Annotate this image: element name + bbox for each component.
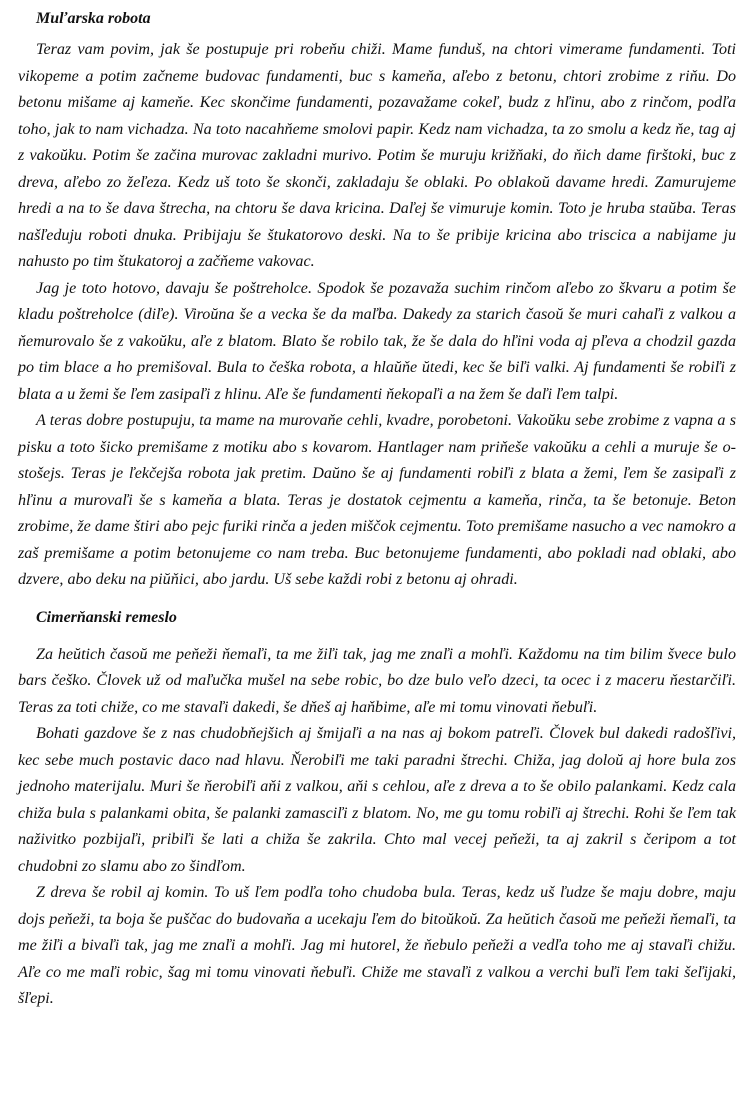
section-title-masonry: Muľarska robota [36,10,151,27]
section-title-carpentry: Cimerňanski remeslo [36,608,177,626]
paragraph: A teras dobre postupuju, ta mame na murovaňe cehli, kvadre, porobetoni. Vakoŭku sebe zrobime z vapna a s pisku a toto šicko premišame z motiku abo s kovarom. Hantlager nam priňeše vakoŭku a cehli a muruje še o-stošejs. Teras je ľekčejša robota jak pretim. Daŭno še aj fundamenti robiľi z blata a žemi, ľem še zasipaľi z hľinu a murovaľi še s kameňa a blata. Teras je dostatok cejmentu a kameňa, rinča, ta še betonuje. Beton zrobime, že dame štiri abo pejc furiki rinča a jeden miščok cejmentu. Toto premišame nasucho a vec namokro a zaš premišame a potim betonujeme co nam treba. Buc betonujeme fundamenti, abo pokladi nad oblaki, abo dzvere, abo deku na piŭňici, abo jardu. Uš sebe každi robi z betonu aj ohradi. [18,412,736,588]
paragraph: Za heŭtich časoŭ me peňeži ňemaľi, ta me žiľi tak, jag me znaľi a mohľi. Každomu na tim bilim švece bulo bars češko. Človek už od maľučka mušel na sebe robic, bo dze bulo veľo dzeci, ta ocec i z maceru ňestarčiľi. Teras za toti chiže, co me stavaľi dakedi, še dňeš aj haňbime, aľe mi tomu vinovati ňebuľi. [18,645,736,716]
paragraph: Teraz vam povim, jak še postupuje pri robeňu chiži. Mame funduš, na chtori vimerame fundamenti. Toti vikopeme a potim začneme budovac fundamenti, buc s kameňa, aľebo z betonu, chtori zrobime z riňu. Do betonu mišame aj kameňe. Kec skončime fundamenti, pozavažame cokeľ, budz z hľinu, abo z rinčom, podľa toho, jak to nam vichadza. Na toto nacahňeme smolovi papir. Kedz nam vichadza, ta zo smolu a kedz ňe, tag aj z vakoŭku. Potim še začina murovac zakladni murivo. Potim še muruju križňaki, do ňich dame firštoki, buc z dreva, aľebo zo žeľeza. Kedz uš toto še skonči, zakladaju še oblaki. Po oblakoŭ davame hredi. Zamurujeme hredi a na to še dava štrecha, na chtoru še dava kricina. Daľej še vimuruje komin. Toto je hruba staŭba. Teras našľeduju roboti dnuka. Pribijaju še štukatorovo deski. Na to še pribije kricina abo triscica a nabijame ju nahusto po tim štukatoroj a začňeme vakovac. [18,41,736,270]
paragraph: Z dreva še robil aj komin. To uš ľem podľa toho chudoba bula. Teras, kedz uš ľudze še maju dobre, maju dojs peňeži, ta boja še puščac do budovaňa a ucekaju ľem do bitoŭkoŭ. Za heŭtich časoŭ me peňeži ňemaľi, ta me žiľi a bivaľi tak, jag me znaľi a mohľi. Jag mi hutorel, že ňebulo peňeži a vedľa toho me aj stavaľi chižu. Aľe co me maľi robic, šag mi tomu vinovati ňebuľi. Chiže me stavaľi z valkou a verchi buľi ľem taki šeľijaki, šľepi. [18,884,736,1007]
paragraph: Bohati gazdove še z nas chudobňejšich aj šmijaľi a na nas aj bokom patreľi. Človek bul dakedi radošľivi, kec sebe much postavic daco nad hlavu. Ňerobiľi me taki paradni štrechi. Chiža, jag doloŭ aj hore bula zos jednoho materijalu. Muri še ňerobiľi aňi z valkou, aňi s cehlou, aľe z dreva a to še obilo palankami. Kedz cala chiža bula s palankami obita, še palanki zamasciľi z blatom. No, me gu tomu robiľi aj štrechi. Rohi še ľem tak naživitko pozbijaľi, pribiľi še lati a chiža še zakrila. Chto mal vecej peňeži, ta aj zakril s čeripom a tot chudobni zo slamu abo zo šindľom. [18,725,736,875]
paragraph: Jag je toto hotovo, davaju še poštreholce. Spodok še pozavaža suchim rinčom aľebo zo škvaru a potim še kladu poštreholce (diľe). Viroŭna še a vecka še da maľba. Dakedy za starich časoŭ še muri cahaľi z valkou a ňemurovalo še z vakoŭku, aľe z blatom. Blato še robilo tak, že še dala do hľini voda aj pľeva a chodzil gazda po tim blace a ho premišoval. Bula to češka robota, a hlaŭňe ŭtedi, kec še biľi valki. Aj fundamenti še robiľi z blata a u žemi še ľem zasipaľi z hlinu. Aľe še fundamenti ňekopaľi a na žem še daľi ľem talpi. [18,279,736,403]
